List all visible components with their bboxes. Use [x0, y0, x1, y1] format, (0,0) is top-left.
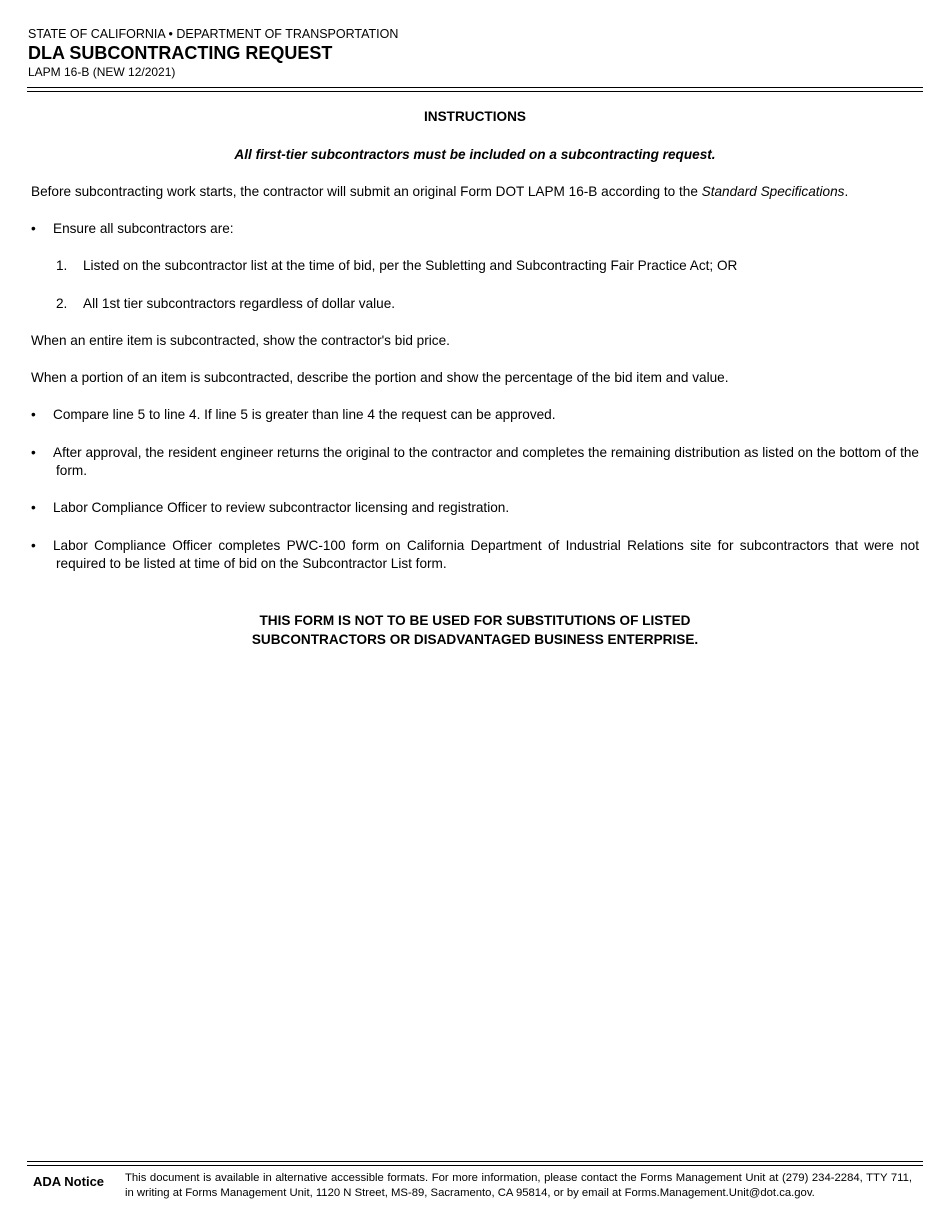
ada-notice-label: ADA Notice [33, 1174, 105, 1189]
ada-notice-text: This document is available in alternative accessible formats. For more information, please contact the Forms Management Unit at (279) 234-2284, TTY 711, in writing at Forms Management Unit, 1120 N Street, MS-89, Sacramento, CA 95814, or by email at Forms.Management.Unit@dot.ca.gov. [125, 1172, 912, 1199]
form-number: LAPM 16-B (NEW 12/2021) [28, 65, 176, 79]
bullet-text: Compare line 5 to line 4. If line 5 is greater than line 4 the request can be approved. [53, 407, 556, 422]
bullet-marker: • [31, 538, 36, 553]
form-title: DLA SUBCONTRACTING REQUEST [28, 43, 333, 63]
bullet-marker: • [31, 500, 36, 515]
numbered-item-2 [56, 295, 916, 313]
bullet-text: Labor Compliance Officer to review subcontractor licensing and registration. [53, 500, 510, 515]
bullet-approval [31, 444, 919, 480]
intro-paragraph [31, 183, 919, 201]
substitution-warning [31, 611, 919, 649]
bullet-text: Ensure all subcontractors are: [53, 221, 234, 236]
bullet-text: Labor Compliance Officer completes PWC-100 form on California Department of Industrial Relations site for subcontractors that were not required to be listed at time of bid on the Subcontractor List form. [53, 538, 919, 571]
portion-item-paragraph: When a portion of an item is subcontracted, describe the portion and show the percentage of the bid item and value. [31, 370, 729, 385]
numbered-item-1 [56, 257, 916, 275]
warning-line-1: THIS FORM IS NOT TO BE USED FOR SUBSTITUTIONS OF LISTED [259, 613, 691, 628]
requirement-statement: All first-tier subcontractors must be included on a subcontracting request. [234, 147, 716, 162]
form-header [28, 27, 923, 80]
agency-line: STATE OF CALIFORNIA • DEPARTMENT OF TRANSPORTATION [28, 27, 399, 41]
item-number: 1. [56, 258, 68, 273]
bullet-marker: • [31, 445, 36, 460]
item-text: All 1st tier subcontractors regardless of dollar value. [83, 296, 396, 311]
bullet-pwc-100 [31, 537, 919, 573]
header-divider [27, 87, 923, 92]
entire-item-paragraph: When an entire item is subcontracted, show the contractor's bid price. [31, 333, 450, 348]
bullet-marker: • [31, 221, 36, 236]
bullet-licensing [31, 499, 919, 517]
standard-specifications-text: Standard Specifications [701, 184, 845, 199]
intro-period: . [844, 184, 849, 199]
item-number: 2. [56, 296, 68, 311]
intro-text: Before subcontracting work starts, the contractor will submit an original Form DOT LAPM 16-B according to the [31, 184, 702, 199]
instructions-heading: INSTRUCTIONS [424, 109, 526, 124]
warning-line-2: SUBCONTRACTORS OR DISADVANTAGED BUSINESS ENTERPRISE. [251, 632, 699, 647]
bullet-compare [31, 406, 919, 424]
bullet-marker: • [31, 407, 36, 422]
footer-divider [27, 1161, 923, 1166]
bullet-text: After approval, the resident engineer returns the original to the contractor and completes the remaining distribution as listed on the bottom of the form. [53, 445, 919, 478]
item-text: Listed on the subcontractor list at the time of bid, per the Subletting and Subcontracting Fair Practice Act; OR [83, 258, 738, 273]
bullet-ensure [31, 220, 919, 238]
